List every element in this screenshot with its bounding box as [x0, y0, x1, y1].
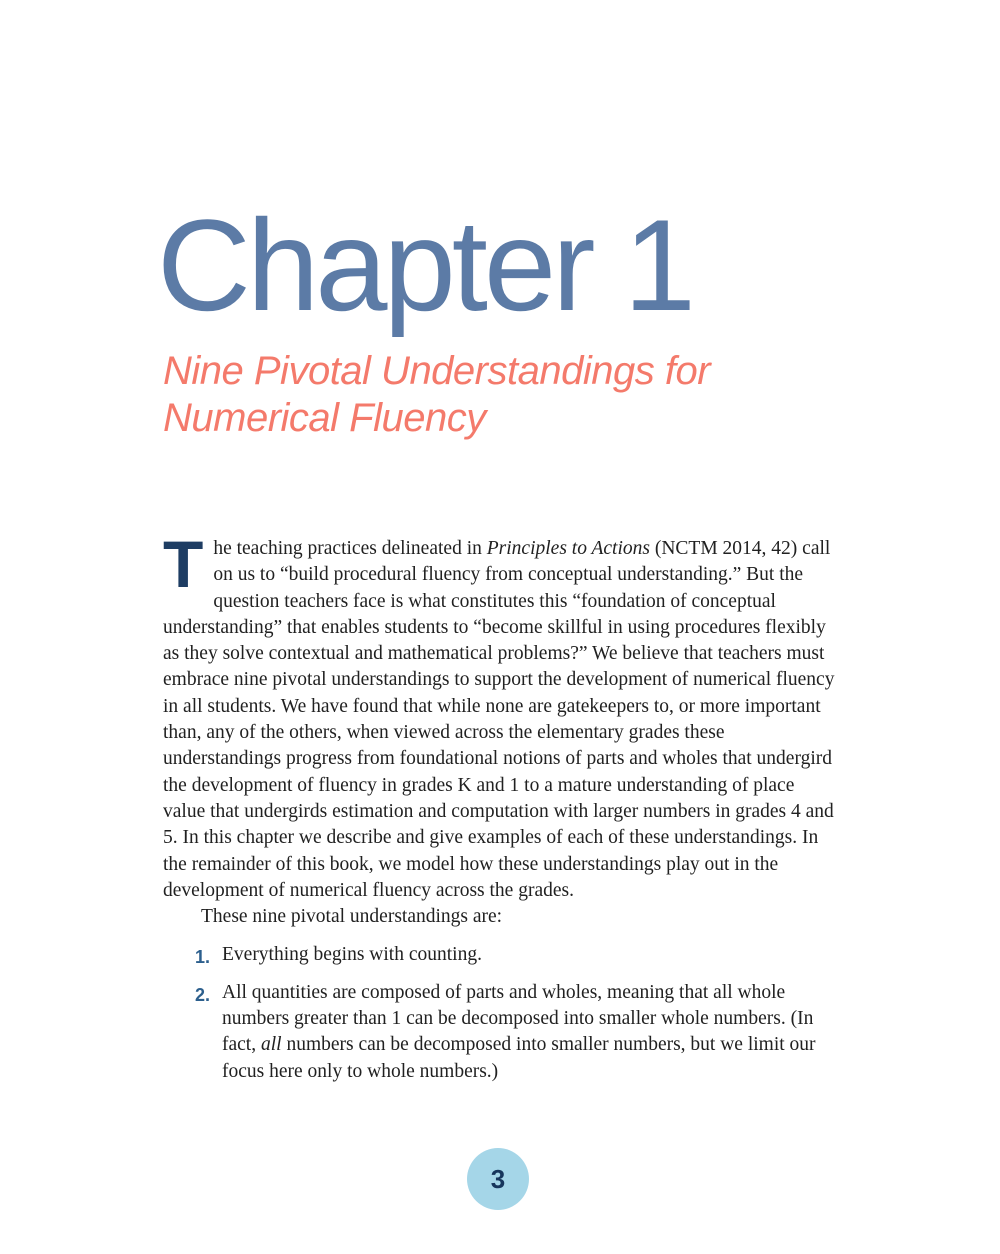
page-number: 3 [490, 1163, 506, 1194]
text-segment: (NCTM 2014, 42) call on us to “build procedural fluency from conceptual understanding.” But the question teachers face is what constitutes this “foundation of conceptual understanding” that enables students to “become skillful in using procedures flexibly as they solve contextual and mathematical problems?” We believe that teachers must embrace nine pivotal understandings to support the development of numerical fluency in all students. We have found that while none are gatekeepers to, or more important than, any of the others, when viewed across the elementary grades these understandings progress from foundational notions of parts and wholes that undergird the development of fluency in grades K and 1 to a mature understanding of place value that undergirds estimation and computation with larger numbers in grades 4 and 5. In this chapter we describe and give examples of each of these understandings. In the remainder of this book, we model how these understandings play out in the development of numerical fluency across the grades. [163, 538, 835, 901]
italic-text: Principles to Actions [486, 538, 650, 559]
page-content [157, 0, 843, 1085]
text-segment: he teaching practices delineated in [213, 538, 487, 559]
text-segment: Everything begins with counting. [222, 944, 482, 966]
chapter-title: Chapter 1 [157, 192, 692, 338]
list-item [163, 942, 841, 970]
list-item-text [222, 980, 841, 1085]
list-item-number: 1. [195, 947, 211, 968]
list-lead-in: These nine pivotal understandings are: [201, 906, 503, 928]
page-number-badge [467, 1148, 529, 1210]
list-item-text [222, 942, 841, 970]
dropcap-letter: T [163, 527, 204, 601]
lead-paragraph [163, 527, 841, 904]
chapter-subtitle-line: Nine Pivotal Understandings for [163, 349, 711, 393]
list-item-number: 2. [195, 984, 211, 1005]
understandings-list [163, 942, 841, 1084]
italic-text: all [260, 1034, 282, 1056]
text-segment: numbers can be decomposed into smaller numbers, but we limit our focus here only to whole numbers.) [222, 1034, 816, 1082]
text-segment: All quantities are composed of parts and wholes, meaning that all whole numbers greater than 1 can be decomposed into smaller whole numbers. (In fact, [222, 981, 814, 1056]
chapter-subtitle-line: Numerical Fluency [163, 396, 486, 440]
chapter-subtitle [163, 348, 843, 442]
list-item [163, 980, 841, 1085]
lead-paragraph-text [163, 527, 835, 901]
body-text [163, 527, 841, 1085]
